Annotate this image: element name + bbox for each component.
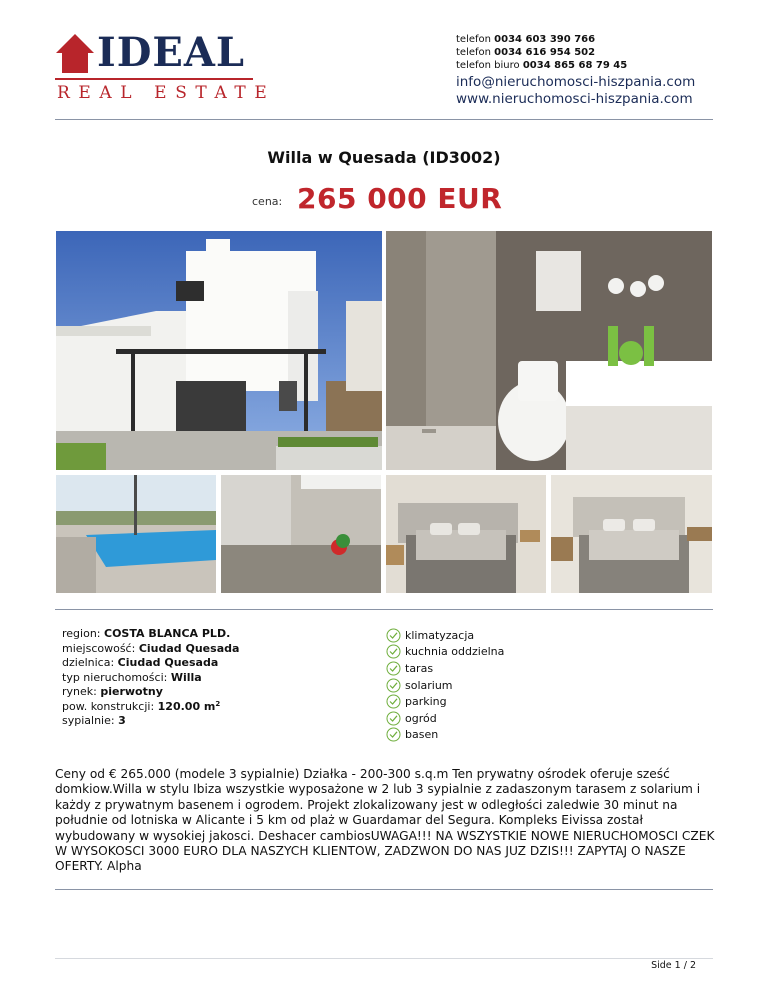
property-details bbox=[62, 627, 239, 729]
divider-footer bbox=[55, 958, 713, 959]
feature-item bbox=[386, 677, 504, 694]
detail-property-type: typ nieruchomości: Willa bbox=[62, 670, 202, 684]
logo-wordmark: IDEAL bbox=[97, 29, 246, 76]
detail-market: rynek: pierwotny bbox=[62, 685, 163, 698]
feature-item bbox=[386, 710, 504, 727]
page-number: Side 1 / 2 bbox=[651, 960, 696, 971]
feature-label: kuchnia oddzielna bbox=[405, 645, 505, 659]
listing-description: Ceny od € 265.000 (modele 3 sypialnie) Działka - 200-300 s.q.m Ten prywatny ośrodek oferuje sześć domkiow.Willa w stylu Ibiza wszystkie wyposażone w 2 lub 3 sypialnie z zadaszonym tarasem z solarium i każdy z prywatnym basenem i ogrodem. Projekt zlokalizowany jest w odległości zaledwie 30 minut na południe od lotniska w Alicante i 5 km od plaż w Guardamar del Segura. Kompleks Eivissa został wybudowany w wysokiej jakosci. Deshacer cambiosUWAGA!!! NA WSZYSTKIE NOWE NIERUCHOMOSCI CZEK W WYSOKOSCI 3000 EURO DLA NASZYCH KLIENTOW, ZADZWON DO NAS JUZ DZIS!!! ZAPYTAJ O NASZE OFERTY. Alpha bbox=[55, 767, 715, 874]
detail-district: dzielnica: Ciudad Quesada bbox=[62, 656, 219, 669]
detail-town: miejscowość: Ciudad Quesada bbox=[62, 641, 240, 655]
check-circle-icon bbox=[386, 628, 401, 643]
photo-pool bbox=[56, 475, 216, 593]
company-logo bbox=[55, 29, 276, 103]
check-circle-icon bbox=[386, 678, 401, 693]
phone-number-office[interactable]: 0034 865 68 79 45 bbox=[522, 60, 628, 71]
detail-region: region: COSTA BLANCA PLD. bbox=[62, 627, 231, 640]
check-circle-icon bbox=[386, 644, 401, 659]
feature-label: taras bbox=[405, 661, 434, 675]
contact-block bbox=[456, 33, 695, 108]
check-circle-icon bbox=[386, 727, 401, 742]
divider-photos bbox=[55, 609, 713, 610]
feature-item bbox=[386, 727, 504, 744]
photo-bedroom-2 bbox=[551, 475, 712, 593]
feature-label: solarium bbox=[405, 678, 453, 692]
feature-item bbox=[386, 627, 504, 644]
feature-label: parking bbox=[405, 695, 447, 709]
photo-bathroom bbox=[386, 231, 712, 470]
feature-item bbox=[386, 644, 504, 661]
phone-line-office: telefon biuro 0034 865 68 79 45 bbox=[456, 60, 628, 71]
check-circle-icon bbox=[386, 661, 401, 676]
phone-number-1[interactable]: 0034 603 390 766 bbox=[494, 34, 596, 45]
check-circle-icon bbox=[386, 694, 401, 709]
photo-terrace bbox=[221, 475, 381, 593]
photo-exterior bbox=[56, 231, 382, 470]
feature-item bbox=[386, 660, 504, 677]
detail-bedrooms: sypialnie: 3 bbox=[62, 714, 126, 727]
website-link[interactable]: www.nieruchomosci-hiszpania.com bbox=[456, 91, 693, 107]
email-link[interactable]: info@nieruchomosci-hiszpania.com bbox=[456, 74, 696, 90]
phone-line-1: telefon 0034 603 390 766 bbox=[456, 34, 596, 45]
logo-rule bbox=[55, 78, 253, 80]
detail-build-area: pow. konstrukcji: 120.00 $m^2$ bbox=[62, 699, 221, 713]
phone-line-2: telefon 0034 616 954 502 bbox=[456, 47, 596, 58]
listing-title: Willa w Quesada (ID3002) bbox=[267, 148, 501, 167]
feature-label: klimatyzacja bbox=[405, 628, 475, 642]
feature-list bbox=[386, 627, 504, 743]
feature-label: ogród bbox=[405, 711, 437, 725]
phone-number-2[interactable]: 0034 616 954 502 bbox=[494, 47, 596, 58]
feature-item bbox=[386, 693, 504, 710]
logo-tagline: REAL ESTATE bbox=[57, 83, 276, 103]
price-value: 265 000 EUR bbox=[297, 182, 503, 215]
divider-description bbox=[55, 889, 713, 890]
photo-bedroom-1 bbox=[386, 475, 546, 593]
check-circle-icon bbox=[386, 711, 401, 726]
price-label: cena: bbox=[252, 195, 283, 208]
divider-header bbox=[55, 119, 713, 120]
feature-label: basen bbox=[405, 728, 439, 742]
house-icon bbox=[55, 33, 95, 73]
